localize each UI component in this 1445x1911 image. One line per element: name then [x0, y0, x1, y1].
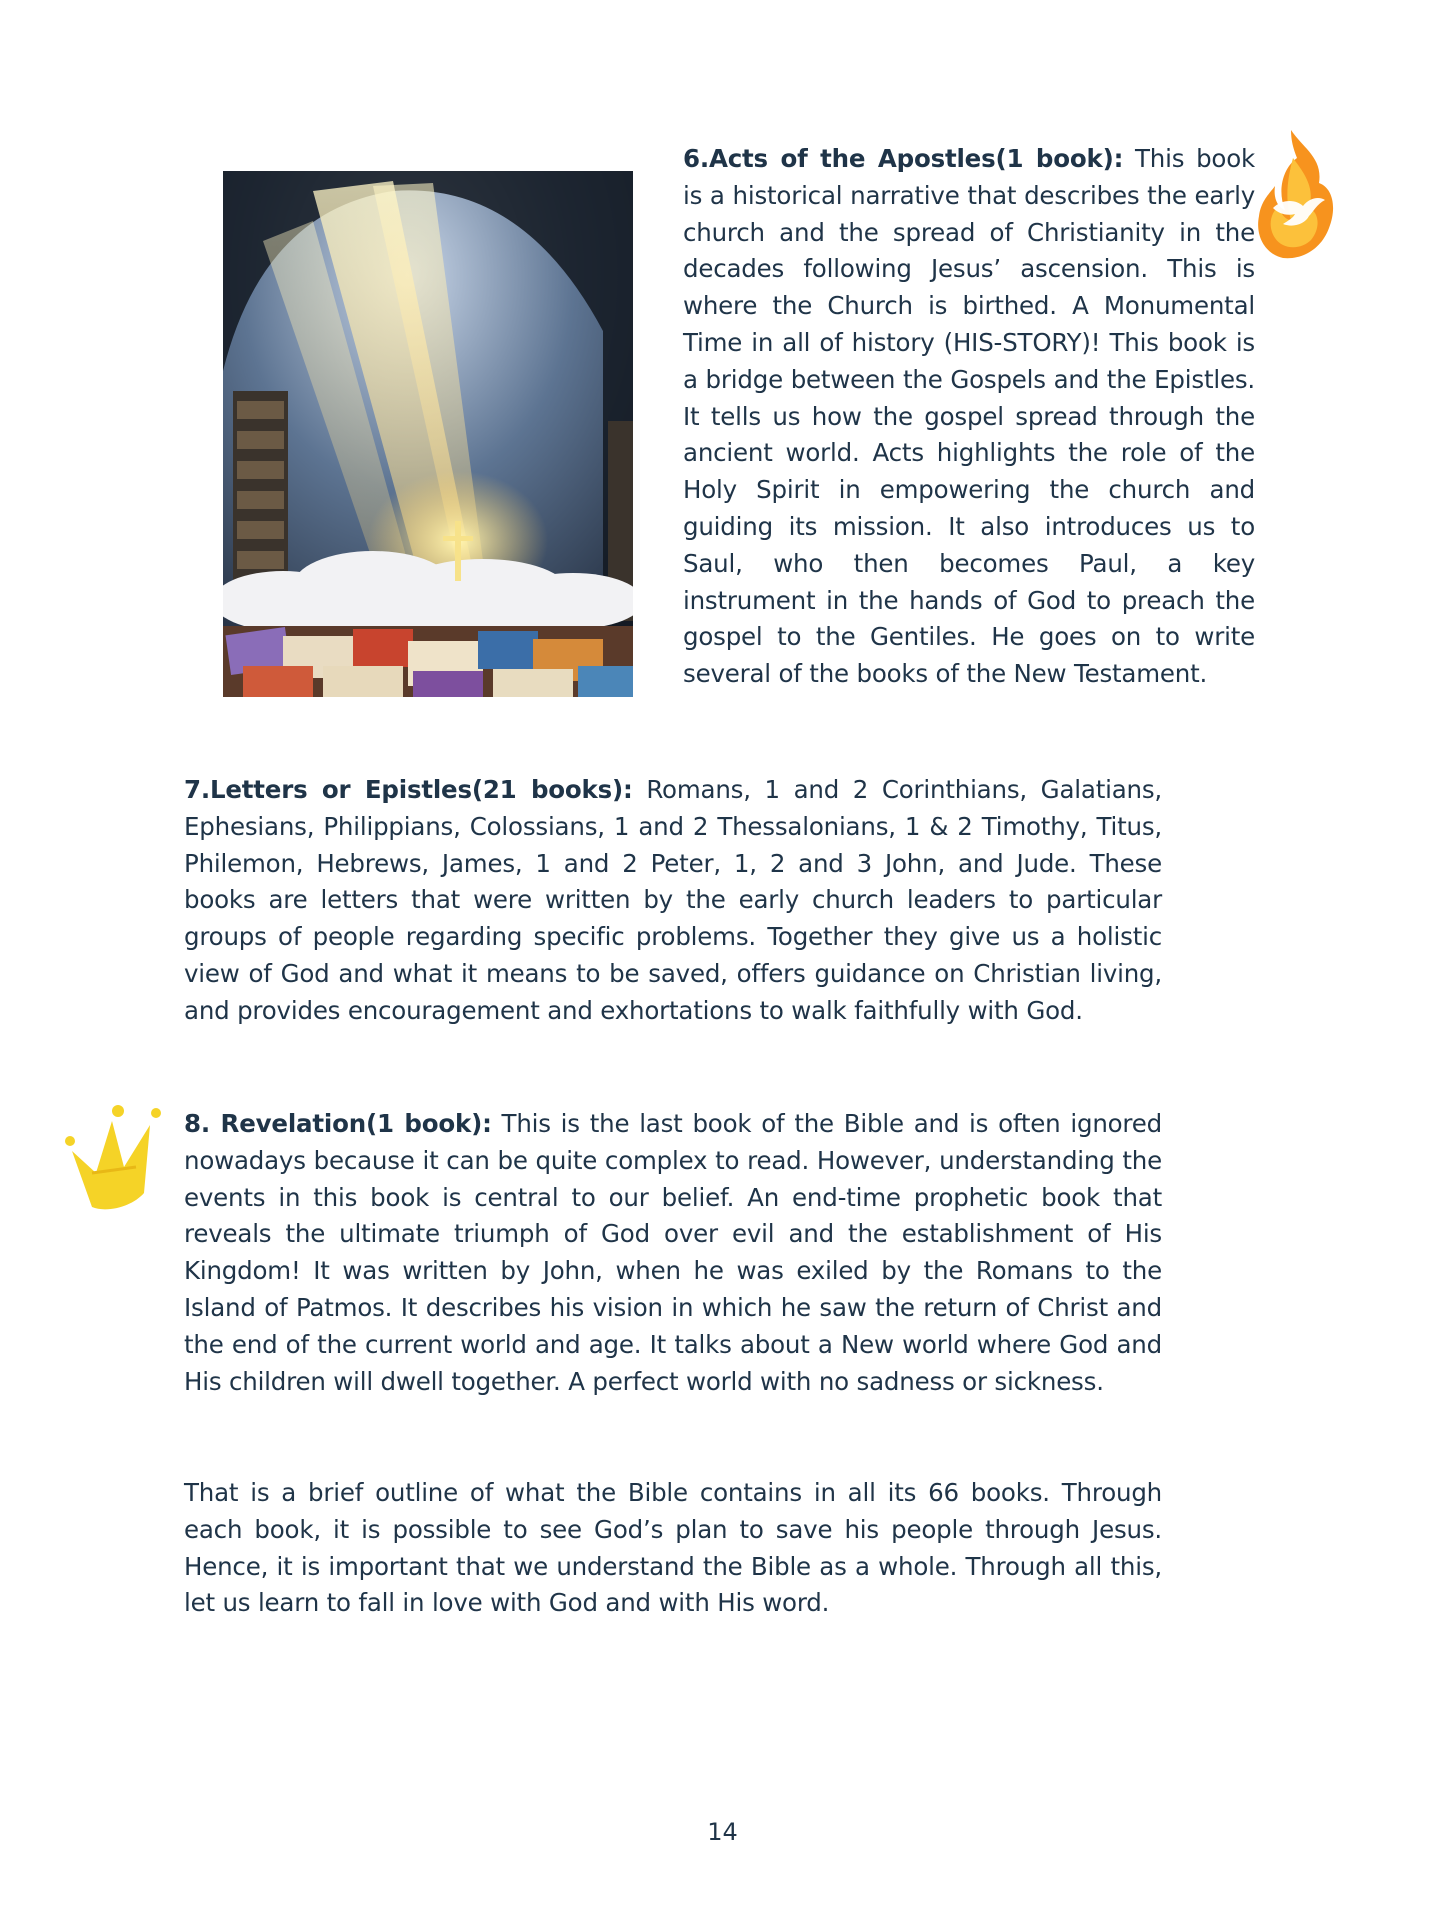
- section-letters-heading: 7.Letters or Epistles(21 books):: [184, 775, 633, 804]
- section-revelation-body: This is the last book of the Bible and is often ignored nowadays because it can be quite complex to read. However, understanding the events in this book is central to our belief. An end-time prophetic book that reveals the ultimate triumph of God over evil and the establishment of His Kingdom! It was written by John, when he was exiled by the Romans to the Island of Patmos. It describes his vision in which he saw the return of Christ and the end of the current world and age. It talks about a New world where God and His children will dwell together. A perfect world with no sadness or sickness.: [184, 1109, 1162, 1396]
- summary-paragraph: That is a brief outline of what the Bible contains in all its 66 books. Through each book, it is possible to see God’s plan to save his people through Jesus. Hence, it is important that we understand the Bible as a whole. Through all this, let us learn to fall in love with God and with His word.: [184, 1478, 1162, 1618]
- page-number: 14: [707, 1818, 738, 1846]
- section-acts-body: This book is a historical narrative that describes the early church and the spread of Christianity in the decades following Jesus’ ascension. This is where the Church is birthed. A Monumental Time in all of history (HIS-STORY)! This book is a bridge between the Gospels and the Epistles. It tells us how the gospel spread through the ancient world. Acts highlights the role of the Holy Spirit in empowering the church and guiding its mission. It also introduces us to Saul, who then becomes Paul, a key instrument in the hands of God to preach the gospel to the Gentiles. He goes on to write several of the books of the New Testament.: [683, 144, 1255, 689]
- flame-dove-icon: [1253, 128, 1337, 263]
- section-revelation-heading: 8. Revelation(1 book):: [184, 1109, 492, 1138]
- library-light-illustration: [223, 171, 633, 697]
- crown-icon: [62, 1103, 167, 1221]
- section-revelation: [184, 1106, 1162, 1400]
- section-letters-body: Romans, 1 and 2 Corinthians, Galatians, Ephesians, Philippians, Colossians, 1 and 2 Thessalonians, 1 & 2 Timothy, Titus, Philemon, Hebrews, James, 1 and 2 Peter, 1, 2 and 3 John, and Jude. These books are letters that were written by the early church leaders to particular groups of people regarding specific problems. Together they give us a holistic view of God and what it means to be saved, offers guidance on Christian living, and provides encouragement and exhortations to walk faithfully with God.: [184, 775, 1162, 1025]
- section-acts-heading: 6.Acts of the Apostles(1 book):: [683, 144, 1124, 173]
- section-acts: [683, 141, 1255, 693]
- section-letters: [184, 772, 1162, 1030]
